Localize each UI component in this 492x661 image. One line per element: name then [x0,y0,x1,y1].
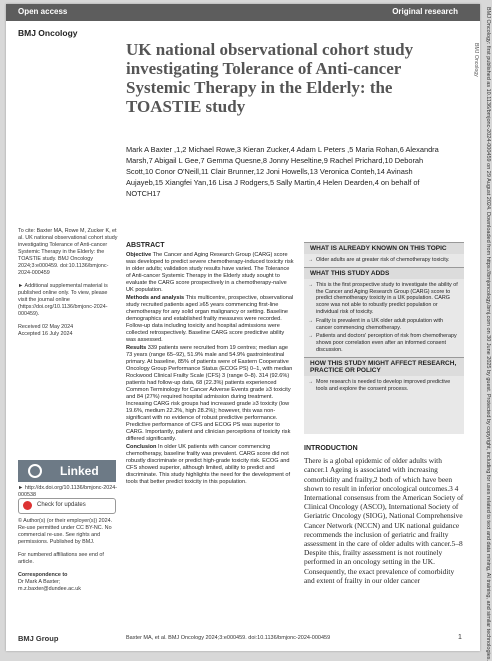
introduction-heading: INTRODUCTION [304,445,358,452]
abstract-section [126,242,294,487]
citation-info: To cite: Baxter MA, Rowe M, Zucker K, et al. UK national observational cohort study investigating Tolerance of Anti-cancer Systemic Therapy in the Elderly: the TOASTIE study. BMJ Oncology 2024;3:e000459. doi:10.1136/bmjonc-2024-000459 [18,228,118,276]
bmj-group-logo: BMJ Group [18,634,59,643]
download-watermark-text: BMJ Oncology: first published as 10.1136/bmjonc-2024-000459 on 29 August 2024. Downloaded from https://bmjoncology.bmj.com on 30 June 2025 by guest. Protected by copyright, including for uses related to text and data mining, AI training, and similar technologies. [485,7,491,661]
introduction-text: There is a global epidemic of older adults with cancer.1 Ageing is associated with increasing comorbidity and frailty,2 both of which have been shown to result in inferior oncological outcomes.3 4 International consensus from the American Society of Clinical Oncology (ASCO), International Society of Geriatric Oncology (SIOG), National Comprehensive Cancer Network (NCCN) and UK national guidance recommends the inclusion of geriatric and frailty assessment in the care of older adults with cancer.5–8 Despite this, frailty assessment is not routinely performed in an oncology setting in the UK. Consequently, the exact prevalence of comorbidity and extent of frailty in our older cancer [304,456,464,585]
known-heading: WHAT IS ALREADY KNOWN ON THIS TOPIC [304,242,464,254]
conclusion-text: In older UK patients with cancer commencing chemotherapy, baseline frailty was prevalent. CARG score did not robustly discriminate or predict high-grade toxicity risk. ECOG and CFS showed superior, although limited, ability to predict and discriminate. This study highlights the need for the development of tools that better predict toxicity in this population. [126,444,291,485]
key-messages-box [304,242,464,434]
crossmark-icon [23,501,32,510]
sidebar-lower [18,518,118,599]
check-for-updates-button[interactable] [18,498,116,514]
list-item: → Patients and doctors' perception of risk from chemotherapy shows poor correlation even after an informed consent discussion. [316,333,458,353]
accepted-date: Accepted 16 July 2024 [18,331,73,337]
results-label: Results [126,345,147,351]
supplemental-note[interactable]: ► Additional supplemental material is published online only. To view, please visit the journal online (https://doi.org/10.1136/bmjonc-2024-000459). [18,283,108,317]
list-item: → Frailty is prevalent in a UK older adult population with cancer commencing chemotherapy. [316,318,458,332]
vertical-journal-label [472,44,480,604]
copyright-note: © Author(s) (or their employer(s)) 2024. Re-use permitted under CC BY-NC. No commercial re-use. See rights and permissions. Published by BMJ. [18,518,113,545]
check-updates-label: Check for updates [37,502,86,508]
article-title: UK national observational cohort study investigating Tolerance of Anti-cancer Systemic Therapy in the Elderly: the TOASTIE study [126,40,414,116]
conclusion-label: Conclusion [126,444,157,450]
list-item: → Older adults are at greater risk of chemotherapy toxicity. [316,257,458,264]
open-access-label: Open access [18,7,68,16]
correspondence-contact[interactable]: Dr Mark A Baxter; m.z.baxter@dundee.ac.uk [18,579,82,592]
page-number: 1 [458,634,462,641]
article-type-label: Original research [392,7,458,16]
journal-name: BMJ Oncology [18,28,78,38]
impact-heading: HOW THIS STUDY MIGHT AFFECT RESEARCH, PRACTICE OR POLICY [304,357,464,376]
methods-text: This multicentre, prospective, observational study recruited patients aged ≥65 years commencing first-line chemotherapy for any solid organ malignancy or setting. Baseline demographics and established frailty measures were recorded. Follow-up data including toxicity and hospital admissions were collected retrospectively. Baseline CARG score predictive ability was assessed. [126,295,294,343]
linked-badge[interactable] [18,460,116,482]
article-page [6,4,480,651]
received-date: Received 02 May 2024 [18,324,74,330]
author-list: Mark A Baxter ,1,2 Michael Rowe,3 Kieran Zucker,4 Adam L Peters ,5 Maria Rohan,6 Alexandra Marsh,7 Abigail L Gee,7 Gemma Quesne,8 Jonny Heseltine,9 Rachel Prichard,10 Deborah Scott,10 Conor O'Neill,11 Clair Brunner,12 Joni Howells,13 Veronica Conteh,14 Avinash Aujayeb,15 Xiangfei Yan,16 Lisa J Rodgers,5 Sally Martin,4 Helen Dearden,4 on behalf of NOTCH17 [126,145,439,198]
objective-text: The Cancer and Aging Research Group (CARG) score was developed to predict severe chemotherapy-induced toxicity risk in older adults; validation study results have varied. The Tolerance of Anti-cancer Systemic Therapy in the Elderly study sought to evaluate the CARG score prospectively in a chemotherapy-naïve UK population. [126,252,294,293]
top-banner [6,4,480,21]
adds-heading: WHAT THIS STUDY ADDS [304,267,464,279]
correspondence-label: Correspondence to [18,572,68,578]
methods-label: Methods and analysis [126,295,185,301]
download-watermark [482,2,492,661]
linked-label: Linked [60,464,99,478]
list-item: → More research is needed to develop improved predictive tools and explore the consent process. [316,379,458,393]
footer-citation: Baxter MA, et al. BMJ Oncology 2024;3:e000459. doi:10.1136/bmjonc-2024-000459 [126,635,331,641]
link-icon [28,464,42,478]
adds-list [304,282,464,354]
affiliations-note: For numbered affiliations see end of article. [18,552,104,565]
known-list [304,257,464,264]
objective-label: Objective [126,252,152,258]
abstract-heading: ABSTRACT [126,242,165,249]
vertical-journal-text: BMJ Oncology [473,43,479,77]
results-text: 339 patients were recruited from 19 centres; median age 73 years (range 65–92), 51.9% male and 54.9% gastrointestinal primary. At baseline, 85% of patients were of Eastern Cooperative Oncology Group Performance Status (ECOG PS) 0–1, with median Rockwood Clinical Frailty Scale (CFS) 3 (range 0–8). 314 (92.6%) patients had follow-up data, 68 (22.3%) patients experienced Common Terminology for Cancer Adverse Events grade ≥3 toxicity and 84 (27%) required hospital admission during treatment. Increasing CARG risk groups had increased grade ≥3 toxicity (low 19.6%, medium 22.2%, high 28.2%); however, this was non-significant with no evidence of robust predictive performance. Predictive performance of CFS and ECOG PS was superior to CARG. Importantly, patient and clinician perceptions of toxicity risk differed significantly. [126,345,293,442]
left-sidebar [18,228,118,344]
list-item: → This is the first prospective study to investigate the ability of the Cancer and Aging Research Group (CARG) score to predict chemotherapy toxicity in a UK population. CARG score was not able to robustly predict population or individual risk of toxicity. [316,282,458,316]
linked-link[interactable]: ► http://dx.doi.org/10.1136/bmjonc-2024-000538 [18,485,118,498]
introduction-section [304,444,464,585]
impact-list [304,379,464,393]
